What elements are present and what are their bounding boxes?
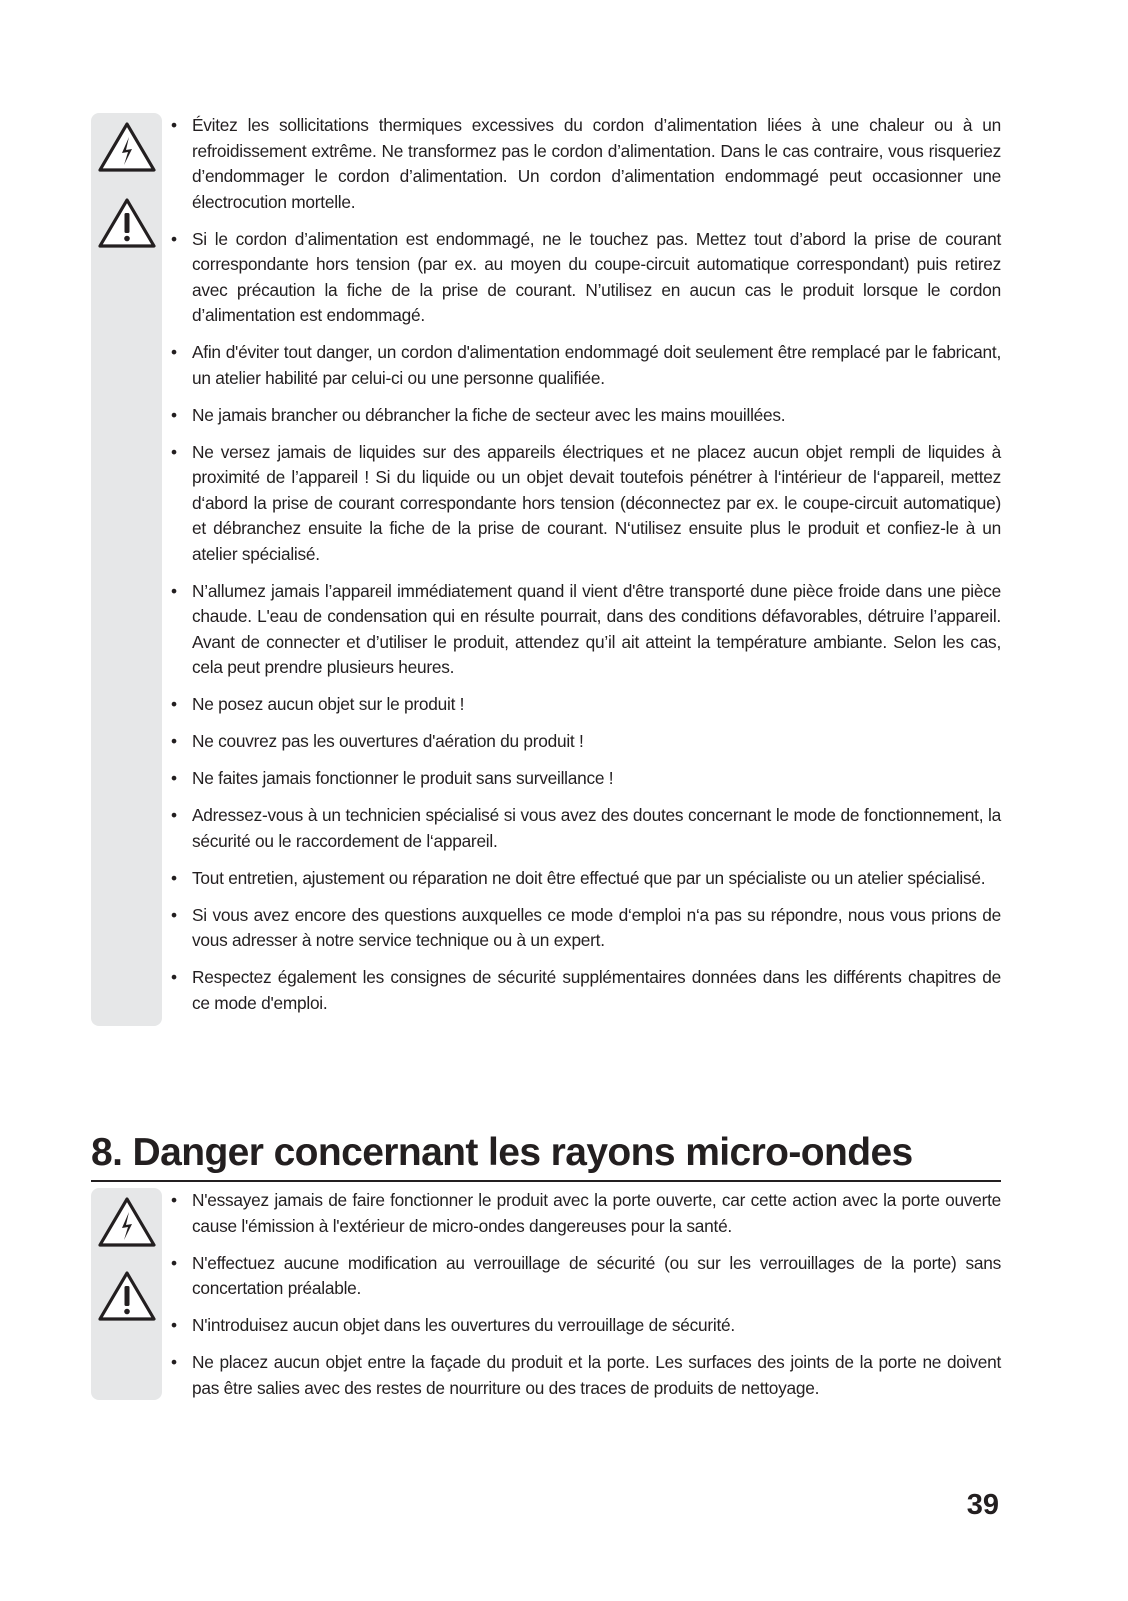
bullet-icon: •	[171, 404, 177, 425]
bullet-icon: •	[171, 768, 177, 788]
list-item-text: N’allumez jamais l’appareil immédiatement quand il vient d'être transporté dune pièce froide dans une pièce chaude. L'eau de condensation qui en résulte pourrait, dans des conditions défavorables, détruire l’appareil. Avant de connecter et d’utiliser le produit, attendez qu’il ait atteint la température ambiante. Selon les cas, cela peut prendre plusieurs heures.	[192, 580, 1001, 677]
warning-sidebar	[91, 1188, 162, 1400]
list-item	[169, 1188, 1001, 1239]
list-item-text: Respectez également les consignes de sécurité supplémentaires données dans les différents chapitres de ce mode d'emploi.	[192, 967, 1001, 1013]
list-item	[169, 766, 1001, 792]
list-item	[169, 403, 1001, 429]
warning-exclamation-icon	[97, 1270, 157, 1322]
warning-exclamation-icon	[97, 197, 157, 249]
bullet-icon: •	[171, 1352, 177, 1372]
list-item	[169, 340, 1001, 391]
list-item-text: Ne jamais brancher ou débrancher la fiche de secteur avec les mains mouillées.	[192, 404, 786, 425]
list-item	[169, 1313, 1001, 1339]
safety-block-microwave	[91, 1188, 1001, 1400]
bullet-icon: •	[171, 904, 177, 925]
list-item-text: Évitez les sollicitations thermiques excessives du cordon d’alimentation liées à une chaleur ou à un refroidissement extrême. Ne transformez pas le cordon d’alimentation. Dans le cas contraire, vous risqueriez d’endommager le cordon d’alimentation. Un cordon d’alimentation endommagé peut occasionner une électrocution mortelle.	[192, 115, 1001, 212]
list-item-text: Adressez-vous à un technicien spécialisé si vous avez des doutes concernant le mode de fonctionnement, la sécurité ou le raccordement de l‘appareil.	[192, 805, 1001, 851]
list-item-text: Si le cordon d’alimentation est endommagé, ne le touchez pas. Mettez tout d’abord la prise de courant correspondante hors tension (par ex. au moyen du coupe-circuit automatique correspondant) puis retirez avec précaution la fiche de la prise de courant. N’utilisez en aucun cas le produit lorsque le cordon d’alimentation est endommagé.	[192, 228, 1001, 325]
list-item	[169, 866, 1001, 892]
bullet-icon: •	[171, 967, 177, 987]
list-item	[169, 1251, 1001, 1302]
list-item-text: N'essayez jamais de faire fonctionner le produit avec la porte ouverte, car cette action avec la porte ouverte cause l'émission à l'extérieur de micro-ondes dangereuses pour la santé.	[192, 1190, 1001, 1236]
bullet-icon: •	[171, 441, 177, 462]
page-number: 39	[966, 1489, 999, 1521]
electrical-hazard-icon	[97, 121, 157, 173]
list-item	[169, 692, 1001, 718]
list-item	[169, 903, 1001, 954]
electrical-hazard-icon	[97, 1196, 157, 1248]
bullet-icon: •	[171, 731, 177, 751]
list-item	[169, 729, 1001, 755]
list-item	[169, 227, 1001, 329]
list-item-text: N'introduisez aucun objet dans les ouvertures du verrouillage de sécurité.	[192, 1315, 735, 1335]
list-item-text: Ne faites jamais fonctionner le produit sans surveillance !	[192, 768, 614, 788]
bullet-icon: •	[171, 342, 177, 362]
list-item	[169, 579, 1001, 681]
list-item	[169, 113, 1001, 215]
bullet-icon: •	[171, 228, 177, 249]
bullet-icon: •	[171, 805, 177, 825]
list-item	[169, 803, 1001, 854]
bullet-icon: •	[171, 867, 177, 888]
bullet-icon: •	[171, 580, 177, 601]
list-item	[169, 440, 1001, 568]
list-item-text: Ne versez jamais de liquides sur des appareils électriques et ne placez aucun objet rempli de liquides à proximité de l’appareil ! Si du liquide ou un objet devait toutefois pénétrer à l‘intérieur de l‘appareil, mettez d‘abord la prise de courant correspondante hors tension (déconnectez par ex. le coupe-circuit automatique) et débranchez ensuite la fiche de la prise de courant. N‘utilisez ensuite plus le produit et confiez-le à un atelier spécialisé.	[192, 441, 1001, 564]
bullet-icon: •	[171, 1315, 177, 1335]
safety-list	[169, 1188, 1001, 1413]
list-item-text: Afin d'éviter tout danger, un cordon d'alimentation endommagé doit seulement être remplacé par le fabricant, un atelier habilité par celui-ci ou une personne qualifiée.	[192, 342, 1001, 388]
list-item-text: Ne posez aucun objet sur le produit !	[192, 694, 465, 714]
bullet-icon: •	[171, 1190, 177, 1210]
list-item-text: N'effectuez aucune modification au verrouillage de sécurité (ou sur les verrouillages de la porte) sans concertation préalable.	[192, 1252, 1001, 1298]
bullet-icon: •	[171, 1252, 177, 1273]
list-item	[169, 965, 1001, 1016]
bullet-icon: •	[171, 115, 177, 135]
safety-block-general	[91, 113, 1001, 1026]
list-item-text: Ne couvrez pas les ouvertures d'aération du produit !	[192, 731, 584, 751]
list-item	[169, 1350, 1001, 1401]
safety-list	[169, 113, 1001, 1028]
warning-sidebar	[91, 113, 162, 1026]
list-item-text: Si vous avez encore des questions auxquelles ce mode d‘emploi n‘a pas su répondre, nous vous prions de vous adresser à notre service technique ou à un expert.	[192, 904, 1001, 950]
list-item-text: Ne placez aucun objet entre la façade du produit et la porte. Les surfaces des joints de la porte ne doivent pas être salies avec des restes de nourriture ou des traces de produits de nettoyage.	[192, 1352, 1001, 1398]
section-heading: 8. Danger concernant les rayons micro-ondes	[91, 1128, 1001, 1182]
bullet-icon: •	[171, 694, 177, 714]
list-item-text: Tout entretien, ajustement ou réparation ne doit être effectué que par un spécialiste ou un atelier spécialisé.	[192, 867, 986, 888]
